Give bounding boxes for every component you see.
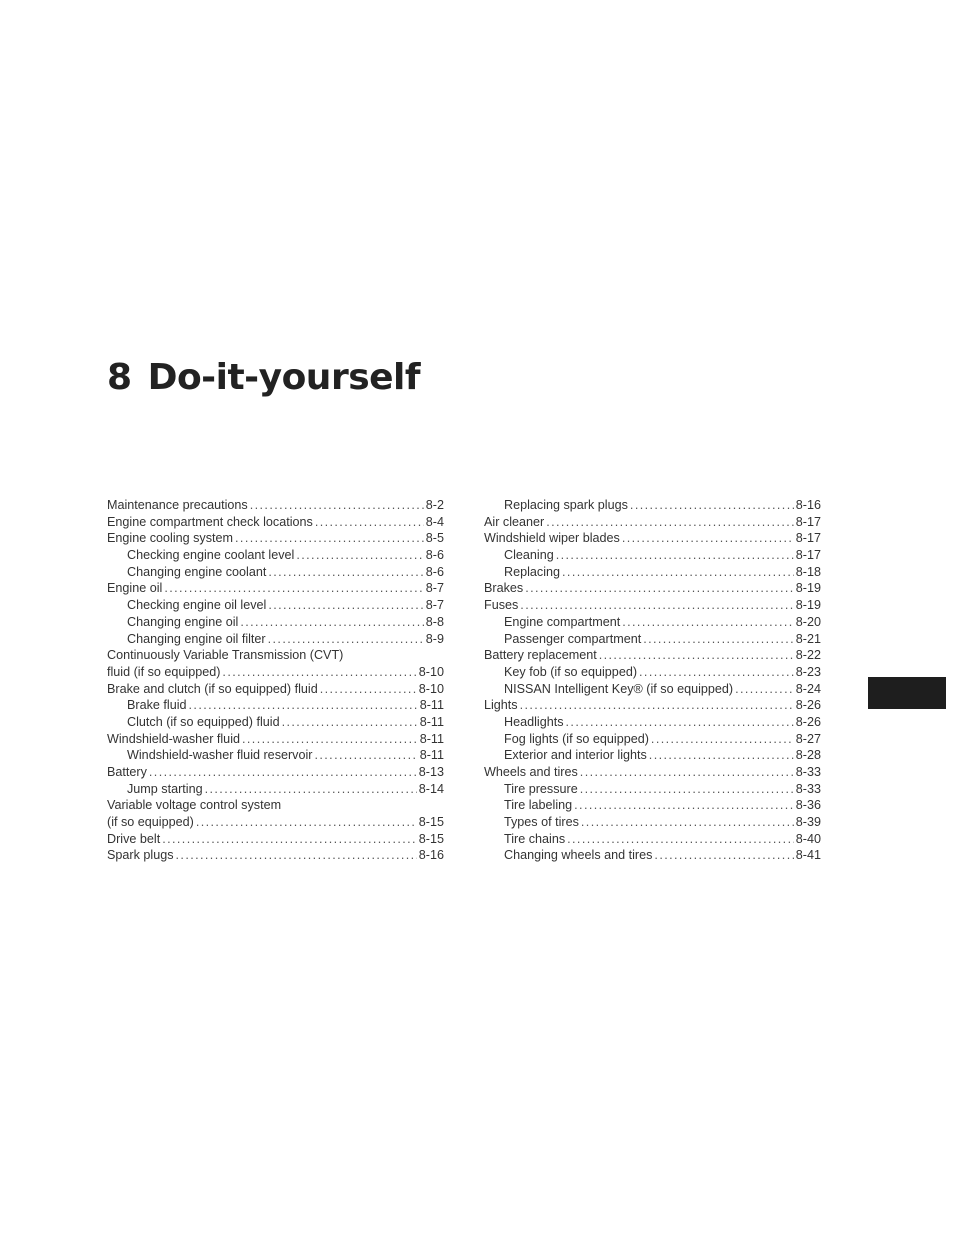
toc-entry[interactable] [484,631,821,648]
leader-dots [164,580,423,597]
toc-entry-page: 8-6 [425,564,444,579]
toc-entry-label: Tire labeling [504,798,573,813]
toc-entry-label: Replacing [504,564,561,579]
toc-entry-page: 8-11 [419,748,444,763]
toc-entry[interactable] [107,497,444,514]
toc-entry-page: 8-36 [795,798,821,813]
toc-entry-label: Maintenance precautions [107,498,248,512]
toc-entry-page: 8-17 [795,514,821,529]
leader-dots [520,597,793,614]
toc-entry[interactable] [484,831,821,848]
toc-entry-label: Engine compartment check locations [107,514,313,529]
leader-dots [654,847,793,864]
leader-dots [149,764,417,781]
toc-entry[interactable] [484,580,821,597]
toc-entry-label: Key fob (if so equipped) [504,664,638,679]
leader-dots [556,547,794,564]
toc-entry[interactable] [484,647,821,664]
toc-entry[interactable] [107,781,444,798]
leader-dots [242,731,418,748]
toc-entry-page: 8-21 [795,631,821,646]
toc-entry[interactable] [484,764,821,781]
toc-entry-label: NISSAN Intelligent Key® (if so equipped) [504,681,734,696]
leader-dots [268,564,423,581]
toc-entry-label: Replacing spark plugs [504,498,628,512]
toc-entry-page: 8-13 [418,765,444,779]
leader-dots [630,497,794,514]
toc-entry-page: 8-7 [425,581,444,596]
leader-dots [268,631,424,648]
chapter-title [107,357,420,398]
toc-entry-page: 8-15 [418,815,444,830]
toc-entry-page: 8-18 [795,564,821,579]
toc-entry-label: Changing wheels and tires [504,848,653,863]
toc-entry[interactable] [484,697,821,714]
toc-entry[interactable] [484,814,821,831]
toc-entry-page: 8-11 [419,731,444,746]
toc-entry[interactable] [107,714,444,731]
leader-dots [649,747,794,764]
leader-dots [240,614,423,631]
toc-entry-page: 8-26 [795,698,821,713]
leader-dots [296,547,423,564]
leader-dots [574,797,794,814]
toc-entry-page: 8-11 [419,714,444,729]
toc-entry-page: 8-16 [795,498,821,512]
leader-dots [222,664,416,681]
toc-entry-label: Air cleaner [484,514,545,529]
toc-entry[interactable] [484,731,821,748]
leader-dots [315,514,424,531]
toc-entry[interactable] [484,597,821,614]
toc-left-column [107,497,444,864]
toc-entry[interactable] [484,681,821,698]
chapter-name: Do-it-yourself [147,357,421,398]
toc-entry-label: Brake fluid [127,698,187,713]
toc-entry-label: Lights [484,698,518,713]
leader-dots [580,764,794,781]
toc-entry-page: 8-15 [418,831,444,846]
toc-entry[interactable] [107,631,444,648]
toc-entry-label: Battery replacement [484,648,597,663]
toc-entry[interactable] [107,530,444,547]
toc-entry[interactable] [484,714,821,731]
toc-entry[interactable] [484,797,821,814]
toc-entry-label: Fog lights (if so equipped) [504,731,649,746]
toc-entry-page: 8-22 [795,648,821,663]
toc-entry-page: 8-10 [418,664,444,679]
toc-entry-label-cont: fluid (if so equipped) [107,664,221,679]
leader-dots [651,731,794,748]
leader-dots [525,580,794,597]
toc-entry-label: Battery [107,765,147,779]
leader-dots [546,514,794,531]
leader-dots [250,497,424,514]
leader-dots [205,781,417,798]
toc-entry[interactable] [484,547,821,564]
toc-entry-page: 8-17 [795,548,821,563]
toc-entry-label-cont: (if so equipped) [107,815,194,830]
toc-entry[interactable] [107,614,444,631]
toc-entry-label: Variable voltage control system [107,798,282,813]
toc-entry-page: 8-27 [795,731,821,746]
toc-entry-page: 8-23 [795,664,821,679]
toc-entry-page: 8-40 [795,831,821,846]
toc-entry-label: Windshield-washer fluid reservoir [127,748,313,763]
leader-dots [562,564,794,581]
leader-dots [580,781,794,798]
toc-entry-line2 [107,814,444,831]
chapter-tab [868,677,946,709]
toc-entry-label: Clutch (if so equipped) fluid [127,714,280,729]
toc-entry[interactable] [107,831,444,848]
toc-entry-page: 8-41 [795,848,821,863]
leader-dots [196,814,417,831]
leader-dots [599,647,794,664]
toc-entry-page: 8-20 [795,614,821,629]
toc-entry[interactable] [484,781,821,798]
toc-entry-label: Engine oil [107,581,163,596]
leader-dots [622,530,794,547]
toc-right-column [484,497,821,864]
leader-dots [566,714,794,731]
toc-entry-label: Tire pressure [504,781,578,796]
toc-entry-label: Windshield-washer fluid [107,731,240,746]
toc-entry-label: Wheels and tires [484,765,578,779]
toc-entry-line2 [107,664,444,681]
leader-dots [162,831,417,848]
toc-entry[interactable] [484,664,821,681]
toc-entry[interactable] [107,697,444,714]
toc-entry-page: 8-28 [795,748,821,763]
toc-entry[interactable] [484,514,821,531]
leader-dots [314,747,417,764]
toc-entry[interactable] [107,764,444,781]
toc-entry[interactable] [107,514,444,531]
toc-entry-label: Changing engine oil [127,614,239,629]
toc-entry[interactable] [107,797,444,830]
toc-entry-label: Changing engine oil filter [127,631,266,646]
toc-entry-page: 8-9 [425,631,444,646]
toc-entry-label: Changing engine coolant [127,564,267,579]
toc-entry-label: Windshield wiper blades [484,531,620,546]
toc-entry-page: 8-11 [419,698,444,713]
toc-entry-label: Exterior and interior lights [504,748,647,763]
toc-entry-page: 8-8 [425,614,444,629]
leader-dots [567,831,794,848]
toc-entry-label: Checking engine oil level [127,598,267,613]
toc-entry[interactable] [107,747,444,764]
toc-entry[interactable] [107,731,444,748]
toc-entry-page: 8-10 [418,681,444,696]
leader-dots [643,631,794,648]
toc-entry[interactable] [484,530,821,547]
toc-entry[interactable] [107,580,444,597]
toc-entry[interactable] [484,614,821,631]
toc-entry-page: 8-39 [795,815,821,830]
leader-dots [622,614,794,631]
toc-entry-label: Spark plugs [107,848,174,863]
toc-entry-page: 8-26 [795,714,821,729]
toc-entry-label: Tire chains [504,831,566,846]
toc-entry-label: Passenger compartment [504,631,642,646]
leader-dots [735,681,794,698]
toc-entry-label: Cleaning [504,548,554,563]
toc-entry-page: 8-33 [795,765,821,779]
leader-dots [268,597,423,614]
toc-entry[interactable] [107,847,444,864]
toc-entry-page: 8-17 [795,531,821,546]
toc-entry-label: Headlights [504,714,564,729]
toc-entry-page: 8-5 [425,531,444,546]
toc-entry-page: 8-19 [795,581,821,596]
toc-entry-page: 8-2 [425,498,444,512]
toc-entry[interactable] [484,564,821,581]
toc-entry-page: 8-24 [795,681,821,696]
toc-entry-label: Types of tires [504,815,579,830]
toc-entry[interactable] [107,564,444,581]
toc-entry-label: Checking engine coolant level [127,548,295,563]
toc-entry[interactable] [107,681,444,698]
toc-entry-page: 8-4 [425,514,444,529]
toc-entry-label: Brakes [484,581,524,596]
toc-entry-label: Engine compartment [504,614,621,629]
leader-dots [639,664,794,681]
leader-dots [520,697,794,714]
toc-entry[interactable] [107,597,444,614]
chapter-number: 8 [107,357,132,398]
leader-dots [235,530,424,547]
leader-dots [320,681,417,698]
toc-entry-page: 8-33 [795,781,821,796]
leader-dots [176,847,417,864]
leader-dots [581,814,794,831]
toc-entry-label: Engine cooling system [107,531,234,546]
toc-entry-page: 8-6 [425,548,444,563]
toc-entry[interactable] [107,647,444,680]
toc-entry-label: Drive belt [107,831,161,846]
toc-entry-label: Fuses [484,598,519,613]
leader-dots [282,714,418,731]
toc-entry[interactable] [484,497,821,514]
toc-entry-label: Jump starting [127,781,203,796]
toc-entry-page: 8-14 [418,781,444,796]
toc-entry[interactable] [484,747,821,764]
toc-entry-page: 8-19 [795,598,821,613]
toc-entry[interactable] [484,847,821,864]
toc-entry-page: 8-7 [425,598,444,613]
toc-entry-label: Continuously Variable Transmission (CVT) [107,648,344,663]
toc-entry-page: 8-16 [418,848,444,863]
leader-dots [189,697,418,714]
toc-entry[interactable] [107,547,444,564]
toc-entry-label: Brake and clutch (if so equipped) fluid [107,681,318,696]
